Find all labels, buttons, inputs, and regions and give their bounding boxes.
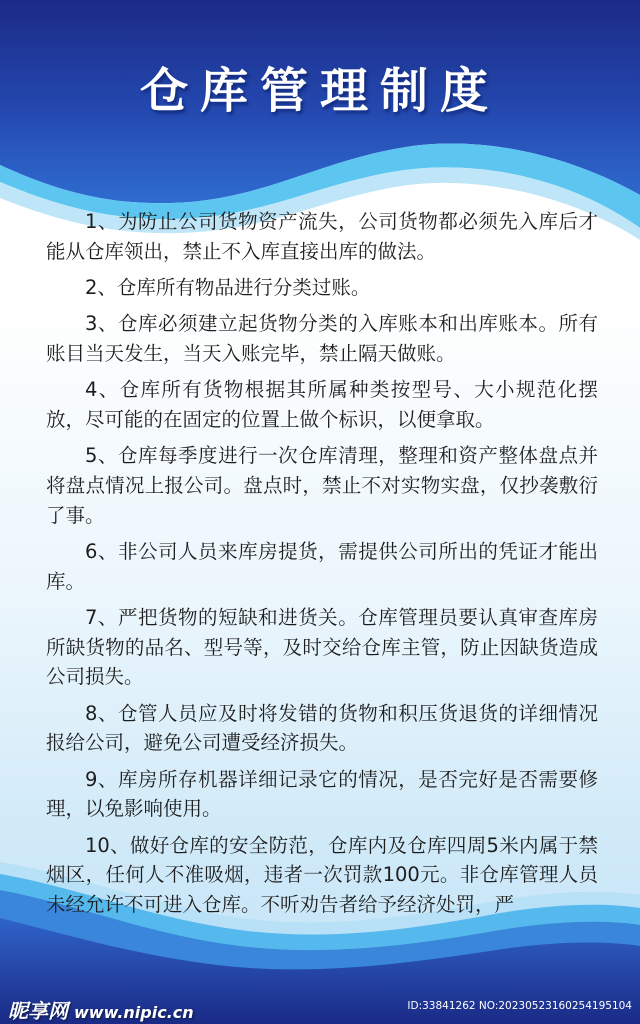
watermark-logo [8,995,194,1024]
rule-item: 5、仓库每季度进行一次仓库清理，整理和资产整体盘点并将盘点情况上报公司。盘点时，禁止不对实物实盘，仅抄袭敷衍了事。 [46,444,598,527]
page-title: 仓库管理制度 [139,63,500,119]
rule-item: 9、库房所存机器详细记录它的情况，是否完好是否需要修理，以免影响使用。 [46,767,598,821]
rule-item: 10、做好仓库的安全防范，仓库内及仓库四周5米内属于禁烟区，任何人不准吸烟，违者一次罚款100元。非仓库管理人员未经允许不可进入仓库。不听劝告者给予经济处罚，严 [46,833,598,917]
watermark-logo-text: 昵享网 [8,999,68,1023]
watermark-url: www.nipic.cn [74,1003,194,1022]
rule-item: 6、非公司人员来库房提货，需提供公司所出的凭证才能出库。 [46,540,598,593]
rule-item: 1、为防止公司货物资产流失，公司货物都必须先入库后才能从仓库领出，禁止不入库直接出库的做法。 [46,210,598,263]
rule-item: 8、仓管人员应及时将发错的货物和积压货退货的详细情况报给公司，避免公司遭受经济损失。 [46,701,598,755]
rules-list [46,207,598,917]
rule-item: 4、仓库所有货物根据其所属种类按型号、大小规范化摆放，尽可能的在固定的位置上做个标识，以便拿取。 [46,378,598,431]
rule-item: 7、严把货物的短缺和进货关。仓库管理员要认真审查库房所缺货物的品名、型号等，及时交给仓库主管，防止因缺货造成公司损失。 [46,606,598,689]
watermark-image-id: ID:33841262 NO:20230523160254195104 [407,1000,632,1012]
rule-item: 2、仓库所有物品进行分类过账。 [85,276,371,299]
watermark-footer [0,992,640,1024]
rule-item: 3、仓库必须建立起货物分类的入库账本和出库账本。所有账目当天发生，当天入账完毕，禁止隔天做账。 [46,312,598,365]
